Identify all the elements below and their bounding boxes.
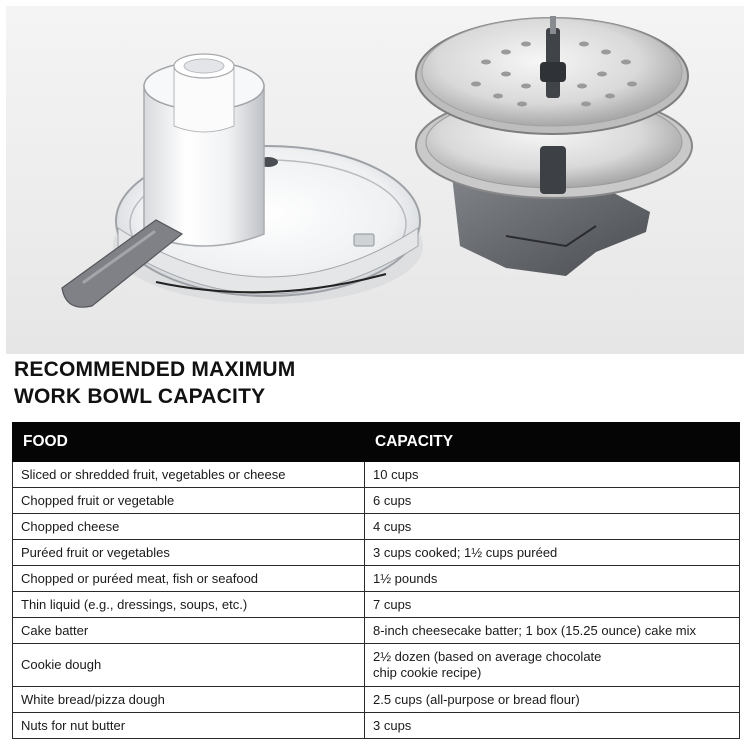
table-row <box>13 644 740 687</box>
column-header-food: FOOD <box>13 423 365 462</box>
table-row <box>13 713 740 739</box>
title-line-1: RECOMMENDED MAXIMUM <box>14 358 296 381</box>
table-row <box>13 514 740 540</box>
food-cell: Chopped cheese <box>13 514 365 540</box>
capacity-line-2: chip cookie recipe) <box>373 665 482 680</box>
capacity-cell: 7 cups <box>365 592 740 618</box>
food-cell: Chopped or puréed meat, fish or seafood <box>13 566 365 592</box>
discs-illustration <box>416 16 692 276</box>
food-cell: Nuts for nut butter <box>13 713 365 739</box>
food-cell: Chopped fruit or vegetable <box>13 488 365 514</box>
table-row <box>13 592 740 618</box>
capacity-line-1: 2½ dozen (based on average chocolate <box>373 649 602 664</box>
food-cell: Sliced or shredded fruit, vegetables or cheese <box>13 462 365 488</box>
capacity-cell: 6 cups <box>365 488 740 514</box>
food-cell: Cake batter <box>13 618 365 644</box>
table-row <box>13 462 740 488</box>
table-header-row <box>13 423 740 462</box>
lid-illustration <box>62 54 423 307</box>
capacity-table <box>12 422 740 739</box>
food-cell: Puréed fruit or vegetables <box>13 540 365 566</box>
capacity-cell: 4 cups <box>365 514 740 540</box>
capacity-cell: 3 cups cooked; 1½ cups puréed <box>365 540 740 566</box>
table-row <box>13 687 740 713</box>
capacity-cell: 8-inch cheesecake batter; 1 box (15.25 ounce) cake mix <box>365 618 740 644</box>
capacity-cell: 10 cups <box>365 462 740 488</box>
capacity-cell <box>365 644 740 687</box>
page-title <box>14 356 734 410</box>
food-cell: Thin liquid (e.g., dressings, soups, etc.) <box>13 592 365 618</box>
product-photo <box>6 6 744 354</box>
table-row <box>13 566 740 592</box>
food-cell: Cookie dough <box>13 644 365 687</box>
table-row <box>13 618 740 644</box>
capacity-cell: 1½ pounds <box>365 566 740 592</box>
table-row <box>13 488 740 514</box>
capacity-cell: 3 cups <box>365 713 740 739</box>
title-line-2: WORK BOWL CAPACITY <box>14 385 266 408</box>
column-header-capacity: CAPACITY <box>365 423 740 462</box>
capacity-cell: 2.5 cups (all-purpose or bread flour) <box>365 687 740 713</box>
table-row <box>13 540 740 566</box>
food-cell: White bread/pizza dough <box>13 687 365 713</box>
